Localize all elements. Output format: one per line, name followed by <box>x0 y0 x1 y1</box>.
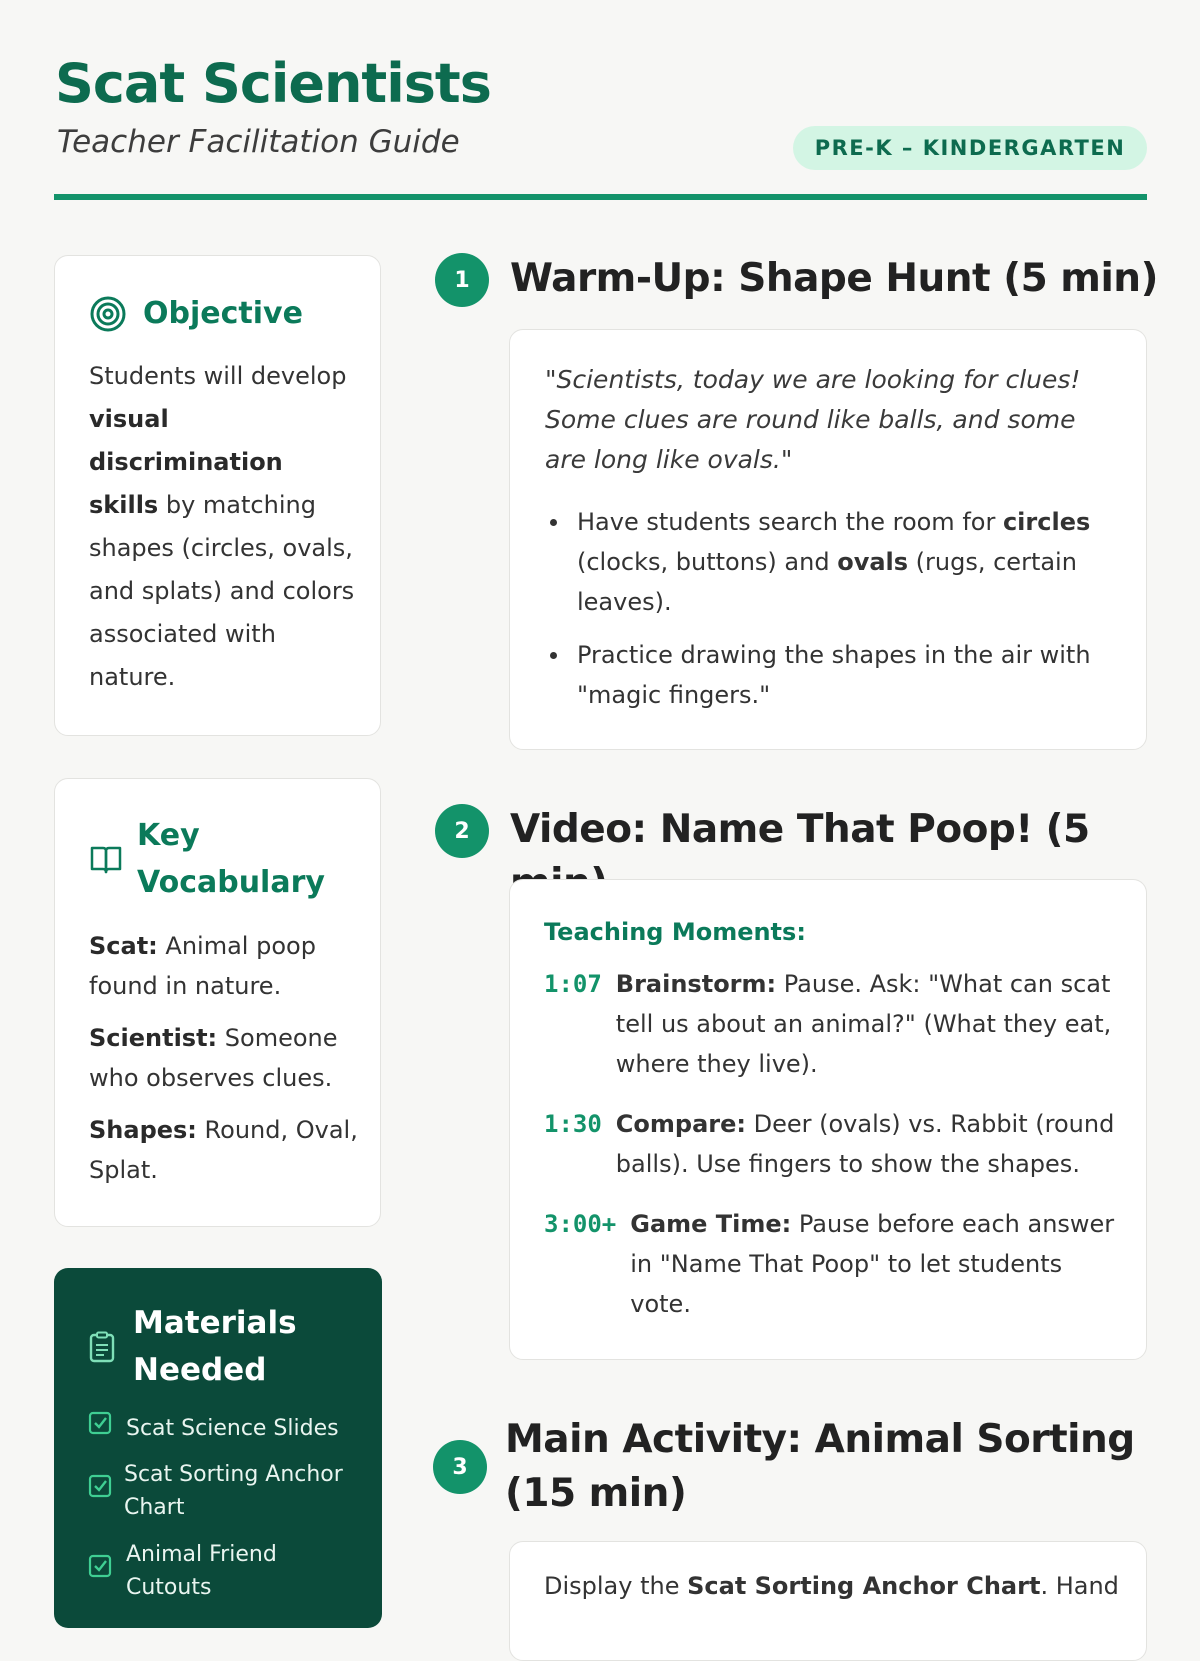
step-number-1: 1 <box>435 253 489 307</box>
step-2-title: Video: Name That Poop! (5 <box>510 807 1090 852</box>
header-divider <box>54 194 1147 200</box>
checkbox-icon <box>88 1411 112 1445</box>
target-icon <box>89 295 127 333</box>
materials-title: Materials Needed <box>133 1305 297 1388</box>
step-1-bullets <box>546 502 1116 728</box>
step-3-text: Display the Scat Sorting Anchor Chart. Hand <box>544 1572 1119 1600</box>
vocabulary-title: Key Vocabulary <box>137 818 325 900</box>
step-number-3: 3 <box>433 1440 487 1494</box>
page-title: Scat Scientists <box>55 52 491 115</box>
step-number-2: 2 <box>435 804 489 858</box>
vocab-item: Shapes: Round, Oval, Splat. <box>89 1116 358 1184</box>
teaching-moments-title: Teaching Moments: <box>544 918 806 946</box>
list-item: Practice drawing the shapes in the air with "magic fingers." <box>546 635 1116 715</box>
objective-text: Students will develop visual discrimination skills by matching shapes (circles, ovals, and splats) and colors associated with nature. <box>89 362 355 691</box>
material-item: Scat Science Slides <box>88 1411 339 1445</box>
grade-level-badge: PRE-K – KINDERGARTEN <box>793 126 1147 170</box>
step-1-card <box>509 329 1147 750</box>
material-item: Animal Friend Cutouts <box>88 1538 358 1604</box>
step-1-title: Warm-Up: Shape Hunt (5 min) <box>510 256 1158 301</box>
timestamp: 1:30 <box>544 1110 602 1138</box>
teacher-script-quote: "Scientists, today we are looking for clues! Some clues are round like balls, and some are long like ovals." <box>545 365 1081 474</box>
vocabulary-card <box>54 778 381 1227</box>
material-item: Scat Sorting Anchor Chart <box>88 1458 358 1524</box>
step-3-card <box>509 1541 1147 1661</box>
vocab-item: Scientist: Someone who observes clues. <box>89 1024 338 1092</box>
objective-title: Objective <box>143 296 303 331</box>
list-item: Have students search the room for circles (clocks, buttons) and ovals (rugs, certain leaves). <box>546 502 1116 622</box>
checkbox-icon <box>88 1554 112 1588</box>
timestamp: 1:07 <box>544 970 602 998</box>
objective-card <box>54 255 381 736</box>
step-2-card <box>509 879 1147 1360</box>
book-icon <box>89 842 123 876</box>
page-subtitle: Teacher Facilitation Guide <box>57 124 460 160</box>
step-3-title: Main Activity: Animal Sorting (15 min) <box>505 1417 1135 1516</box>
materials-card <box>54 1268 382 1628</box>
teaching-moment: 1:30 Compare: Deer (ovals) vs. Rabbit (round balls). Use fingers to show the shapes. <box>544 1104 1124 1184</box>
teaching-moment: 3:00+ Game Time: Pause before each answer in "Name That Poop" to let students vote. <box>544 1204 1124 1324</box>
vocab-item: Scat: Animal poop found in nature. <box>89 932 316 1000</box>
checkbox-icon <box>88 1474 112 1508</box>
timestamp: 3:00+ <box>544 1210 617 1238</box>
teaching-moment: 1:07 Brainstorm: Pause. Ask: "What can scat tell us about an animal?" (What they eat, where they live). <box>544 964 1124 1084</box>
vocabulary-list <box>89 926 359 1202</box>
clipboard-icon <box>89 1331 115 1363</box>
